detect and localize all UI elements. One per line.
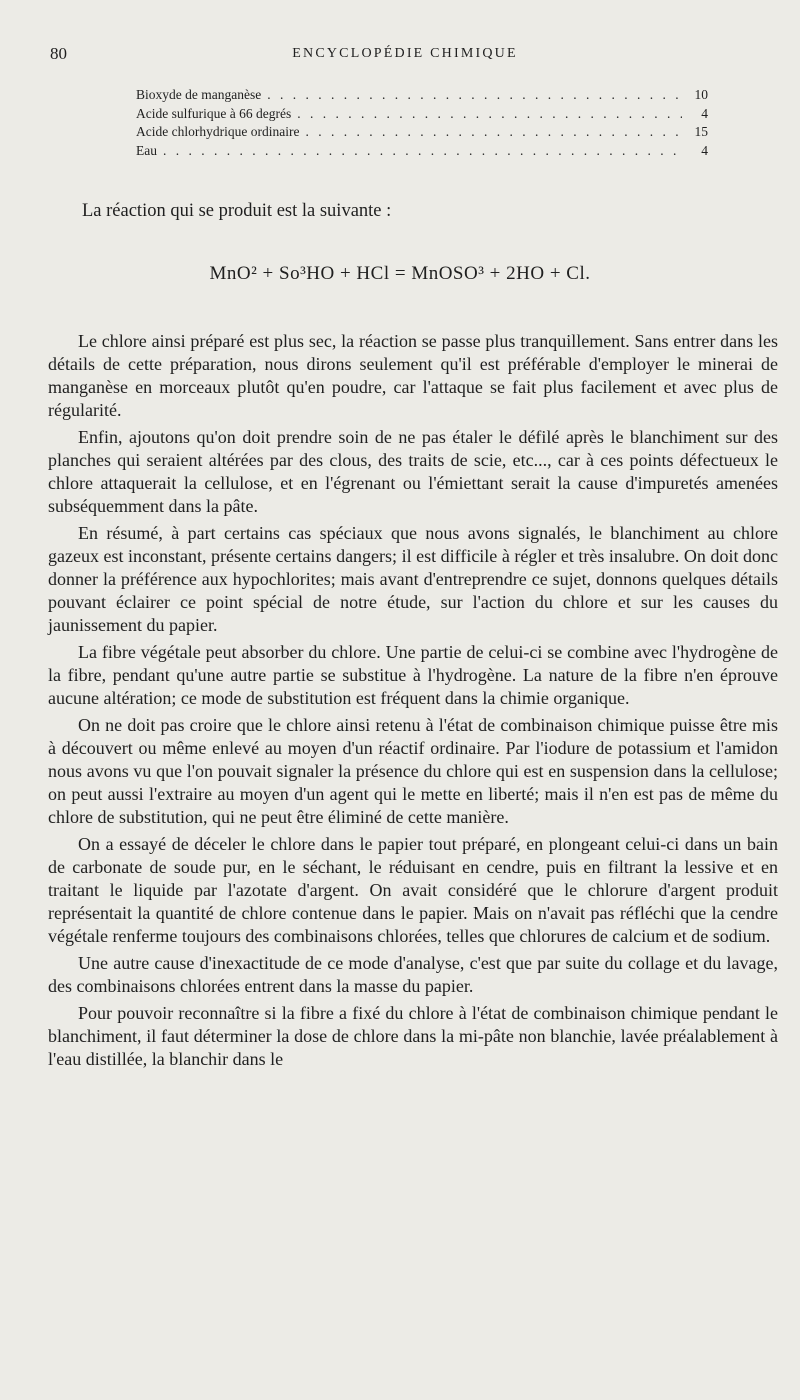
paragraph: Le chlore ainsi préparé est plus sec, la réaction se passe plus tranquillement. Sans entrer dans les détails de cette préparation, nous dirons seulement qu'il est préférable d'employer le minerai de manganèse en morceaux plutôt qu'en poudre, car l'attaque se fait plus facilement et avec plus de régularité.: [48, 331, 778, 420]
recipe-row: [136, 86, 708, 105]
paragraph: On a essayé de déceler le chlore dans le papier tout préparé, en plongeant celui-ci dans un bain de carbonate de soude pur, en le séchant, le réduisant en cendre, puis en filtrant la lessive et en traitant le liquide par l'azotate d'argent. On avait considéré que le chlorure d'argent produit représentait la quantité de chlore contenue dans le papier. Mais on n'avait pas réfléchi que la cendre végétale renferme toujours des combinaisons chlorées, telles que chlorures de calcium et de sodium.: [48, 834, 778, 946]
dot-leader: [267, 86, 682, 105]
running-head: ENCYCLOPÉDIE CHIMIQUE: [292, 46, 518, 61]
paragraph: On ne doit pas croire que le chlore ainsi retenu à l'état de combinaison chimique puisse être mis à découvert ou même enlevé au moyen d'un réactif ordinaire. Par l'iodure de potassium et l'amidon nous avons vu que l'on pouvait signaler la présence du chlore qui est en suspension dans la cellulose; on peut aussi l'extraire au moyen d'un agent qui le mette en liberté; mais il n'en est pas de même du chlore de substitution, qui ne peut être éliminé de cette manière.: [48, 715, 778, 827]
page-number: 80: [50, 44, 67, 63]
body-text: [48, 330, 778, 1075]
dot-leader: [297, 105, 682, 124]
recipe-row: [136, 142, 708, 161]
recipe-ingredient: Eau: [136, 142, 157, 158]
paragraph: Une autre cause d'inexactitude de ce mode d'analyse, c'est que par suite du collage et du lavage, des combinaisons chlorées entrent dans la masse du papier.: [48, 953, 778, 996]
paragraph: Pour pouvoir reconnaître si la fibre a fixé du chlore à l'état de combinaison chimique pendant le blanchiment, il faut déterminer la dose de chlore dans la mi-pâte non blanchie, lavée préalablement à l'eau distillée, la blanchir dans le: [48, 1003, 778, 1069]
recipe-quantity: 4: [701, 105, 708, 121]
recipe-quantity: 10: [694, 87, 708, 102]
recipe-quantity: 4: [701, 142, 708, 158]
recipe-ingredient: Acide chlorhydrique ordinaire: [136, 124, 300, 139]
dot-leader: [163, 142, 682, 161]
recipe-row: [136, 123, 708, 142]
recipe-list: [136, 86, 708, 160]
paragraph: Enfin, ajoutons qu'on doit prendre soin de ne pas étaler le défilé après le blanchiment sur des planches qui seraient altérées par des clous, des traits de scie, etc..., car à ces points défectueux le chlore attaquerait la cellulose, et en l'égrenant ou l'émiettant serait la cause d'impuretés amenées subséquemment dans la pâte.: [48, 427, 778, 516]
paragraph: En résumé, à part certains cas spéciaux que nous avons signalés, le blanchiment au chlore gazeux est inconstant, présente certains dangers; il est difficile à régler et très insalubre. On doit donc donner la préférence aux hypochlorites; mais avant d'entreprendre ce sujet, donnons quelques détails pouvant éclairer ce point spécial de notre étude, sur l'action du chlore et sur les causes du jaunissement du papier.: [48, 523, 778, 635]
recipe-quantity: 15: [694, 124, 708, 139]
page-header: [50, 44, 760, 68]
recipe-ingredient: Bioxyde de manganèse: [136, 87, 262, 102]
chemical-equation: MnO² + So³HO + HCl = MnOSO³ + 2HO + Cl.: [209, 263, 591, 284]
dot-leader: [305, 123, 682, 142]
recipe-row: [136, 105, 708, 124]
paragraph: La fibre végétale peut absorber du chlore. Une partie de celui-ci se combine avec l'hydrogène de la fibre, pendant qu'une autre partie se substitue à l'hydrogène. La nature de la fibre n'en éprouve aucune altération; ce mode de substitution est fréquent dans la chimie organique.: [48, 642, 778, 708]
reaction-intro: La réaction qui se produit est la suivante :: [82, 201, 392, 221]
recipe-ingredient: Acide sulfurique à 66 degrés: [136, 105, 292, 121]
